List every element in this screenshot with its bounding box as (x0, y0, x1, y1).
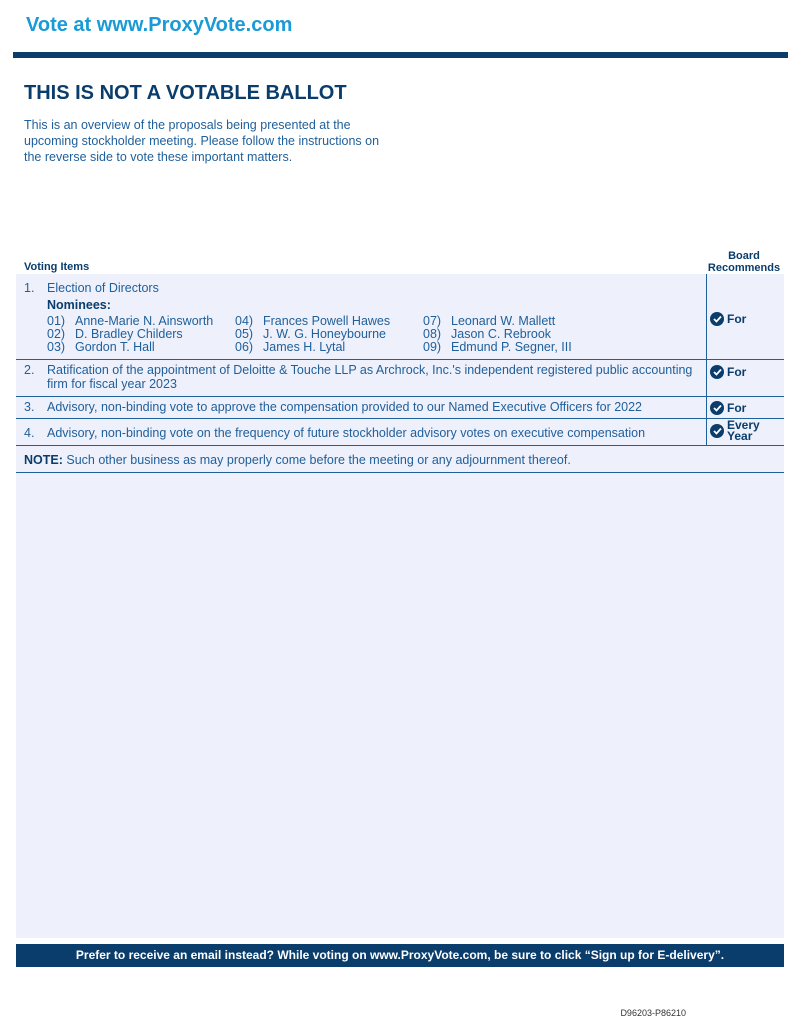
note-row (16, 446, 784, 473)
note-text: Such other business as may properly come before the meeting or any adjournment thereof. (62, 453, 571, 467)
voting-item-3: 3. Advisory, non-binding vote to approve the compensation provided to our Named Executive Officers for 2022 For (16, 397, 784, 419)
voting-item-2: 2. Ratification of the appointment of Deloitte & Touche LLP as Archrock, Inc.'s independent registered public accounting firm for fiscal year 2023 For (16, 360, 784, 397)
nominee: 05) J. W. G. Honeybourne (235, 327, 386, 341)
nominee: 06) James H. Lytal (235, 340, 346, 354)
intro-text: This is an overview of the proposals being presented at the upcoming stockholder meeting. Please follow the instructions on the reverse side to vote these important matters. (24, 118, 380, 164)
voting-items-header: Voting Items (24, 261, 90, 273)
proxyvote-link[interactable]: Vote at www.ProxyVote.com (26, 14, 293, 36)
check-circle-icon (710, 401, 724, 415)
voting-item-4: 4. Advisory, non-binding vote on the frequency of future stockholder advisory votes on executive compensation Every Year (16, 419, 784, 446)
edelivery-banner: Prefer to receive an email instead? While voting on www.ProxyVote.com, be sure to click “Sign up for E-delivery”. (16, 944, 784, 967)
nominee-list (47, 315, 583, 354)
check-circle-icon (710, 424, 724, 438)
nominee: 03) Gordon T. Hall (47, 340, 155, 354)
recommendation-cell: For (706, 274, 785, 359)
nominee: 01) Anne-Marie N. Ainsworth (47, 314, 214, 328)
recommendation-cell: For (706, 360, 785, 396)
board-recommends-header: Board Recommends (707, 250, 781, 274)
recommendation-cell: Every Year (706, 419, 785, 445)
nominees-label: Nominees: (47, 298, 111, 312)
document-code: D96203-P86210 (620, 1008, 686, 1018)
recommendation-cell: For (706, 397, 785, 418)
nominee: 07) Leonard W. Mallett (423, 314, 556, 328)
check-circle-icon (710, 312, 724, 326)
item-text: Election of Directors (47, 281, 159, 295)
voting-item-1: 1. Election of Directors Nominees: 01) Anne-Marie N. Ainsworth 02) D. Bradley Childers 03) Gordon T. Hall 04) Frances Powell Hawes 05) J. W. G. Honeybourne 06) James H. Lytal 07) Leonard W. Mallett 08) Jason C. Rebrook 09) Edmund P. Segner, III For (16, 274, 784, 360)
note-label: NOTE: (24, 453, 63, 467)
page-title: THIS IS NOT A VOTABLE BALLOT (24, 82, 347, 104)
check-circle-icon (710, 365, 724, 379)
nominee: 02) D. Bradley Childers (47, 327, 183, 341)
header-divider (13, 52, 788, 58)
nominee: 08) Jason C. Rebrook (423, 327, 552, 341)
nominee: 04) Frances Powell Hawes (235, 314, 391, 328)
nominee: 09) Edmund P. Segner, III (423, 340, 572, 354)
